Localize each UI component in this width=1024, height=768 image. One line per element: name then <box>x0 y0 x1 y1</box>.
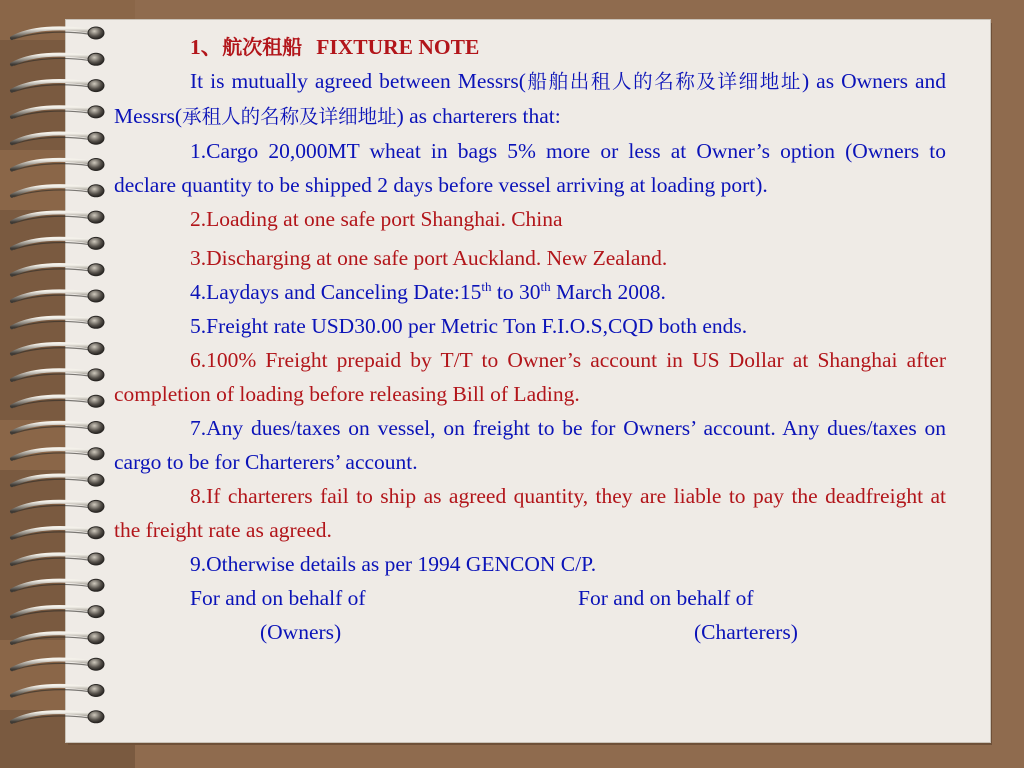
clause-9: 9.Otherwise details as per 1994 GENCON C/P. <box>190 552 597 576</box>
spiral-coil-icon <box>12 527 104 539</box>
intro-text-b: ) as Owners and Messrs( <box>114 69 946 128</box>
signature-line-1 <box>114 581 946 615</box>
owner-name-placeholder: 船舶出租人的名称及详细地址 <box>525 70 803 93</box>
page-title <box>114 30 946 64</box>
spiral-coil-icon <box>12 658 104 670</box>
spiral-coil-icon <box>12 474 104 486</box>
spiral-binding-icon <box>0 22 120 742</box>
spiral-coil-icon <box>12 53 104 65</box>
clause-4-text-c: March 2008. <box>550 280 666 304</box>
fixture-note-text <box>114 30 946 649</box>
spiral-coil-icon <box>12 500 104 512</box>
spiral-coil-icon <box>12 27 104 39</box>
spiral-coil-icon <box>12 369 104 381</box>
spiral-coil-icon <box>12 132 104 144</box>
spiral-coil-icon <box>12 711 104 723</box>
owners-signature-label: For and on behalf of <box>190 586 366 610</box>
clause-1: 1.Cargo 20,000MT wheat in bags 5% more or less at Owner’s option (Owners to declare quantity to be shipped 2 days before vessel arriving at loading port). <box>114 139 946 197</box>
clause-5: 5.Freight rate USD30.00 per Metric Ton F.I.O.S,CQD both ends. <box>190 314 748 338</box>
clause-4-text-a: 4.Laydays and Canceling Date:15 <box>190 280 482 304</box>
title-number: 1、 <box>190 35 223 59</box>
charterers-label: (Charterers) <box>694 620 798 644</box>
spiral-coil-icon <box>12 316 104 328</box>
signature-line-2 <box>114 615 946 649</box>
spiral-coil-icon <box>12 422 104 434</box>
spiral-coil-icon <box>12 553 104 565</box>
spiral-coil-icon <box>12 290 104 302</box>
spiral-coil-icon <box>12 632 104 644</box>
spiral-coil-icon <box>12 343 104 355</box>
owners-label: (Owners) <box>260 620 342 644</box>
clause-7: 7.Any dues/taxes on vessel, on freight to be for Owners’ account. Any dues/taxes on cargo to be for Charterers’ account. <box>114 416 946 474</box>
intro-paragraph <box>114 64 946 134</box>
clause-3: 3.Discharging at one safe port Auckland. New Zealand. <box>190 246 668 270</box>
spiral-coil-icon <box>12 106 104 118</box>
clause-8: 8.If charterers fail to ship as agreed quantity, they are liable to pay the deadfreight at the freight rate as agreed. <box>114 484 946 542</box>
clause-6: 6.100% Freight prepaid by T/T to Owner’s account in US Dollar at Shanghai after completion of loading before releasing Bill of Lading. <box>114 348 946 406</box>
intro-text-a: It is mutually agreed between Messrs( <box>190 69 526 93</box>
intro-text-c: ) as charterers that: <box>396 104 561 128</box>
spiral-coil-icon <box>12 685 104 697</box>
spiral-coil-icon <box>12 237 104 249</box>
clause-4-sup-2: th <box>540 278 551 294</box>
clause-4 <box>114 275 946 309</box>
spiral-coil-icon <box>12 80 104 92</box>
spiral-coil-icon <box>12 264 104 276</box>
charterer-name-placeholder: 承租人的名称及详细地址 <box>182 105 397 128</box>
title-chinese: 航次租船 <box>222 35 303 59</box>
clause-4-sup-1: th <box>481 278 492 294</box>
spiral-coil-icon <box>12 185 104 197</box>
spiral-coil-icon <box>12 606 104 618</box>
title-english: FIXTURE NOTE <box>316 35 480 59</box>
charterers-signature-label: For and on behalf of <box>578 586 754 610</box>
clause-4-text-b: to 30 <box>491 280 541 304</box>
spiral-coil-icon <box>12 395 104 407</box>
spiral-coil-icon <box>12 579 104 591</box>
spiral-coil-icon <box>12 211 104 223</box>
clause-2: 2.Loading at one safe port Shanghai. China <box>190 207 563 231</box>
spiral-coil-icon <box>12 448 104 460</box>
spiral-coil-icon <box>12 159 104 171</box>
